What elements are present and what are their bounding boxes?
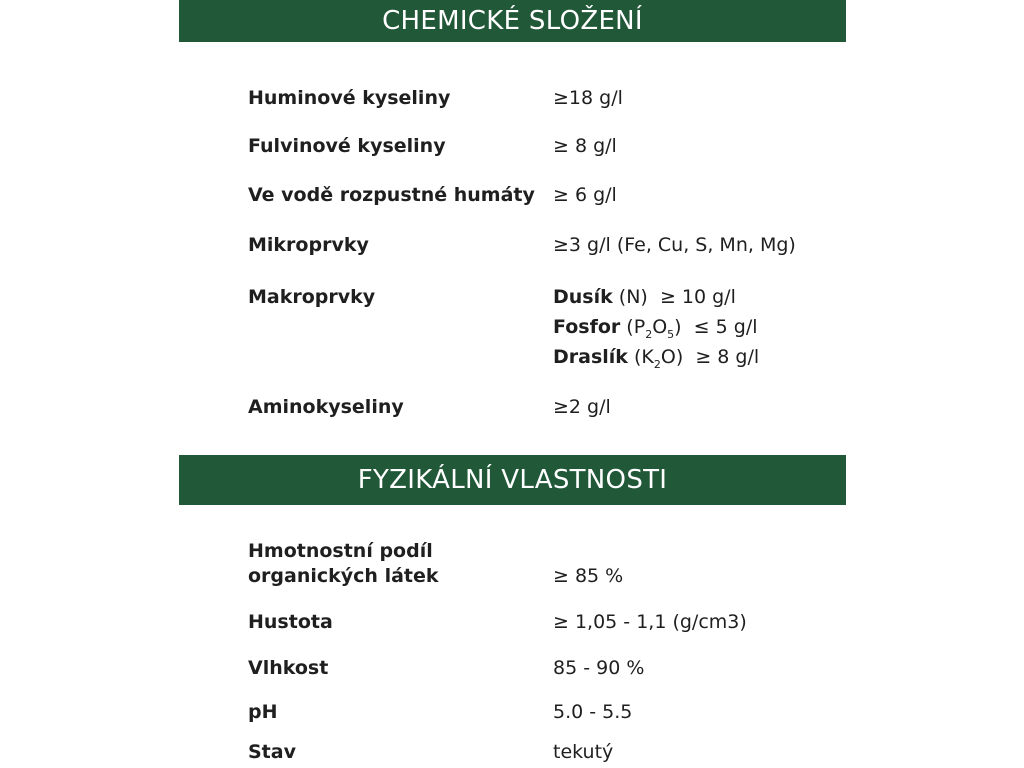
row-label: Huminové kyseliny [248, 87, 451, 109]
macro-subscript: 2 [645, 327, 653, 341]
macro-name: Draslík [553, 346, 628, 368]
row-label: pH [248, 701, 278, 723]
physical-properties-header [179, 455, 846, 505]
row-value: ≥18 g/l [553, 87, 623, 109]
macro-formula: (K [627, 346, 654, 368]
macro-formula: (P [620, 316, 646, 338]
row-value: ≥ 6 g/l [553, 184, 617, 206]
row-label: Stav [248, 741, 296, 763]
macro-nitrogen [553, 285, 736, 310]
physical-properties-title: FYZIKÁLNÍ VLASTNOSTI [357, 465, 668, 495]
row-value: tekutý [553, 741, 614, 763]
row-label: Vlhkost [248, 657, 329, 679]
row-value: 85 - 90 % [553, 657, 645, 679]
row-value: ≥ 1,05 - 1,1 (g/cm3) [553, 611, 747, 633]
row-value: ≥ 8 g/l [553, 135, 617, 157]
row-label: Hmotnostní podíl [248, 540, 433, 562]
row-label: Ve vodě rozpustné humáty [248, 184, 535, 206]
macro-subscript: 2 [653, 357, 661, 371]
macro-value: ≥ 8 g/l [695, 346, 760, 368]
row-value: 5.0 - 5.5 [553, 701, 633, 723]
macro-value: ≤ 5 g/l [693, 316, 758, 338]
row-label: Mikroprvky [248, 234, 369, 256]
row-value: ≥ 85 % [553, 565, 624, 587]
row-value: ≥2 g/l [553, 396, 611, 418]
macro-name: Fosfor [553, 316, 621, 338]
row-label: Hustota [248, 611, 333, 633]
macro-formula: O) [660, 346, 684, 368]
chemical-composition-title: CHEMICKÉ SLOŽENÍ [382, 6, 643, 36]
row-label: organických látek [248, 565, 439, 587]
macro-formula: (N) [612, 286, 648, 308]
macro-value: ≥ 10 g/l [659, 286, 736, 308]
macro-formula: O [652, 316, 668, 338]
row-label: Makroprvky [248, 286, 376, 308]
macro-name: Dusík [553, 286, 613, 308]
row-value: ≥3 g/l (Fe, Cu, S, Mn, Mg) [553, 234, 796, 256]
macro-potassium [553, 345, 759, 370]
macro-phosphorus [553, 315, 758, 340]
row-label: Aminokyseliny [248, 396, 404, 418]
chemical-composition-header [179, 0, 846, 42]
row-label: Fulvinové kyseliny [248, 135, 446, 157]
macro-formula: ) [674, 316, 682, 338]
macro-subscript: 5 [667, 327, 675, 341]
